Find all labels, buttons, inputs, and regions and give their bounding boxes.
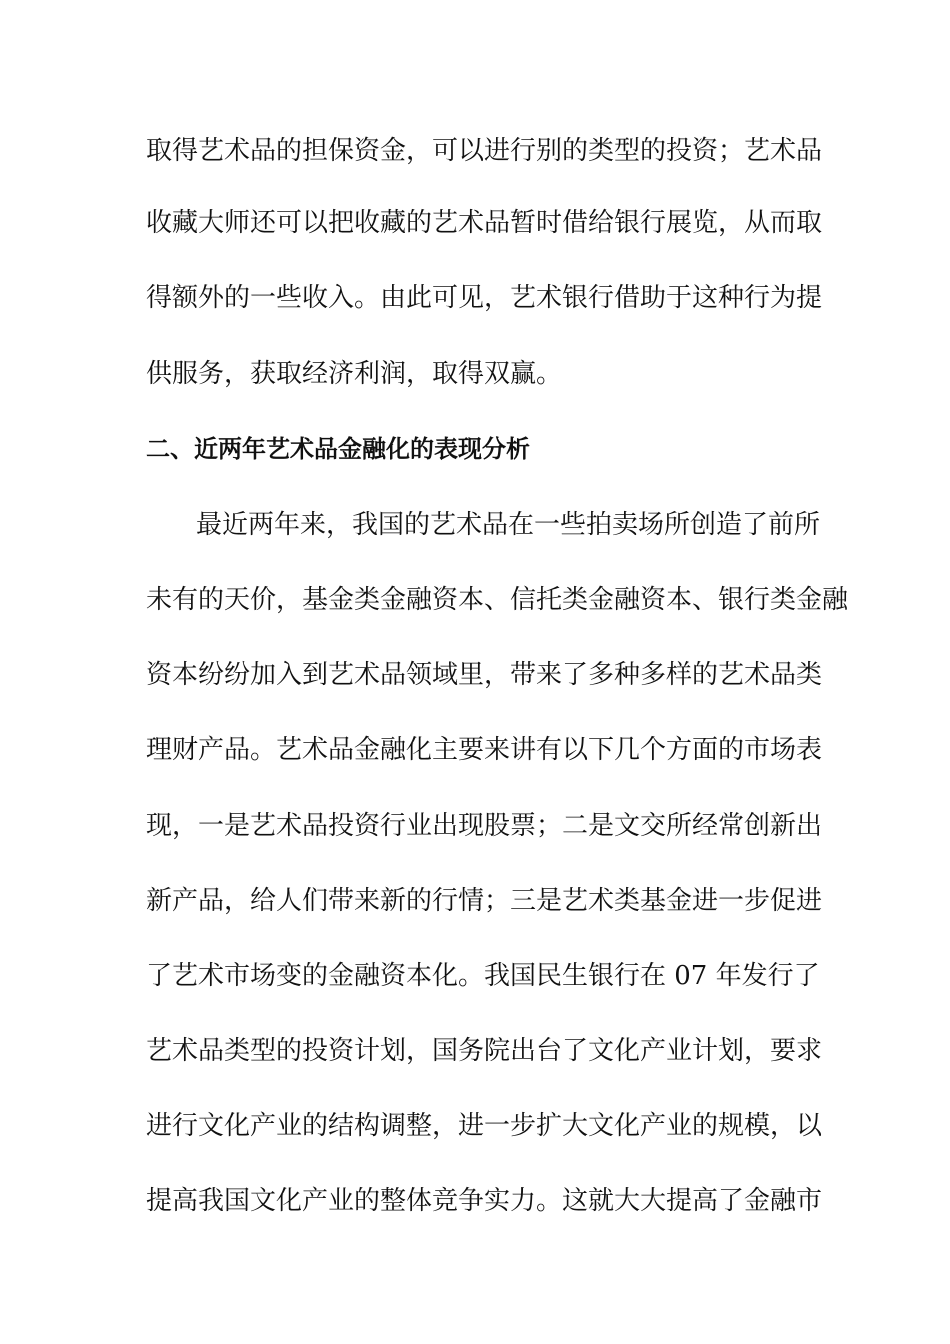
paragraph-line: 最近两年来，我国的艺术品在一些拍卖场所创造了前所 (196, 510, 821, 540)
paragraph-line: 理财产品。艺术品金融化主要来讲有以下几个方面的市场表 (146, 735, 823, 765)
paragraph-line: 艺术品类型的投资计划，国务院出台了文化产业计划，要求 (146, 1036, 823, 1066)
paragraph-line: 取得艺术品的担保资金，可以进行别的类型的投资；艺术品 (146, 136, 823, 166)
paragraph-line: 提高我国文化产业的整体竞争实力。这就大大提高了金融市 (146, 1186, 823, 1216)
paragraph-line: 未有的天价，基金类金融资本、信托类金融资本、银行类金融 (146, 585, 849, 615)
paragraph-line: 得额外的一些收入。由此可见，艺术银行借助于这种行为提 (146, 283, 823, 313)
paragraph-line: 了艺术市场变的金融资本化。我国民生银行在 07 年发行了 (146, 961, 820, 991)
paragraph-line: 收藏大师还可以把收藏的艺术品暂时借给银行展览，从而取 (146, 208, 823, 238)
paragraph-line: 现，一是艺术品投资行业出现股票；二是文交所经常创新出 (146, 811, 823, 841)
paragraph-line: 新产品，给人们带来新的行情；三是艺术类基金进一步促进 (146, 886, 823, 916)
section-heading: 二、近两年艺术品金融化的表现分析 (146, 435, 530, 463)
paragraph-line: 供服务，获取经济利润，取得双赢。 (146, 359, 563, 389)
paragraph-line: 资本纷纷加入到艺术品领域里，带来了多种多样的艺术品类 (146, 660, 823, 690)
paragraph-line: 进行文化产业的结构调整，进一步扩大文化产业的规模，以 (146, 1111, 823, 1141)
